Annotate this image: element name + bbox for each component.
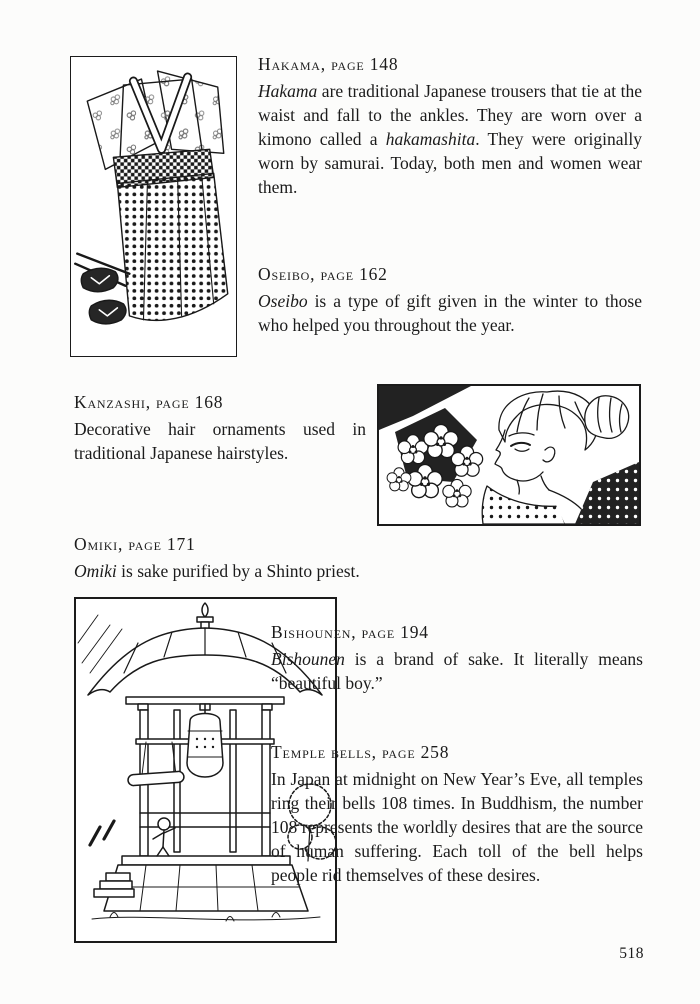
entry-bishounen bbox=[271, 620, 643, 695]
temple-bells-body bbox=[271, 767, 643, 887]
entry-kanzashi bbox=[74, 390, 366, 465]
character-with-flowers-illustration bbox=[377, 384, 641, 526]
kanzashi-text: Decorative hair ornaments used in traditional Japanese hairstyles. bbox=[74, 419, 366, 463]
entry-omiki bbox=[74, 532, 504, 583]
hakama-text-2: . They were originally worn by samurai. Today, both men and women wear them. bbox=[258, 129, 642, 197]
oseibo-body bbox=[258, 289, 642, 337]
entry-hakama bbox=[258, 52, 642, 199]
bishounen-body bbox=[271, 647, 643, 695]
temple-bells-text: In Japan at midnight on New Year’s Eve, all temples ring their bells 108 times. In Buddhism, the number 108 represents the worldly desires that are the source of human suffering. Each toll of the bell helps people rid themselves of these desires. bbox=[271, 769, 643, 885]
hakama-term: Hakama bbox=[258, 81, 318, 101]
omiki-heading: Omiki, page 171 bbox=[74, 534, 196, 554]
hakama-illustration-svg bbox=[71, 57, 236, 356]
oseibo-text: is a type of gift given in the winter to those who helped you throughout the year. bbox=[258, 291, 642, 335]
bishounen-heading: Bishounen, page 194 bbox=[271, 622, 429, 642]
bishounen-term: Bishounen bbox=[271, 649, 345, 669]
hakama-body bbox=[258, 79, 642, 199]
omiki-term: Omiki bbox=[74, 561, 117, 581]
character-illustration-svg bbox=[379, 386, 639, 524]
entry-oseibo bbox=[258, 262, 642, 337]
entry-temple-bells bbox=[271, 740, 643, 887]
hakama-skirt bbox=[117, 173, 227, 320]
hakama-text-1: are traditional Japanese trousers that tie at the waist and fall to the ankles. They are worn over a kimono called a bbox=[258, 81, 642, 149]
hakama-illustration bbox=[70, 56, 237, 357]
page-number: 518 bbox=[619, 945, 644, 962]
temple-bells-heading: Temple bells, page 258 bbox=[271, 742, 450, 762]
oseibo-term: Oseibo bbox=[258, 291, 308, 311]
bishounen-text: is a brand of sake. It literally means “beautiful boy.” bbox=[271, 649, 643, 693]
hakama-heading: Hakama, page 148 bbox=[258, 54, 399, 74]
sandals bbox=[81, 268, 126, 324]
omiki-body bbox=[74, 559, 504, 583]
oseibo-heading: Oseibo, page 162 bbox=[258, 264, 388, 284]
omiki-text: is sake purified by a Shinto priest. bbox=[116, 561, 360, 581]
character-hand bbox=[585, 396, 629, 439]
hakamashita-term: hakamashita bbox=[385, 129, 476, 149]
kanzashi-heading: Kanzashi, page 168 bbox=[74, 392, 224, 412]
kanzashi-body bbox=[74, 417, 366, 465]
